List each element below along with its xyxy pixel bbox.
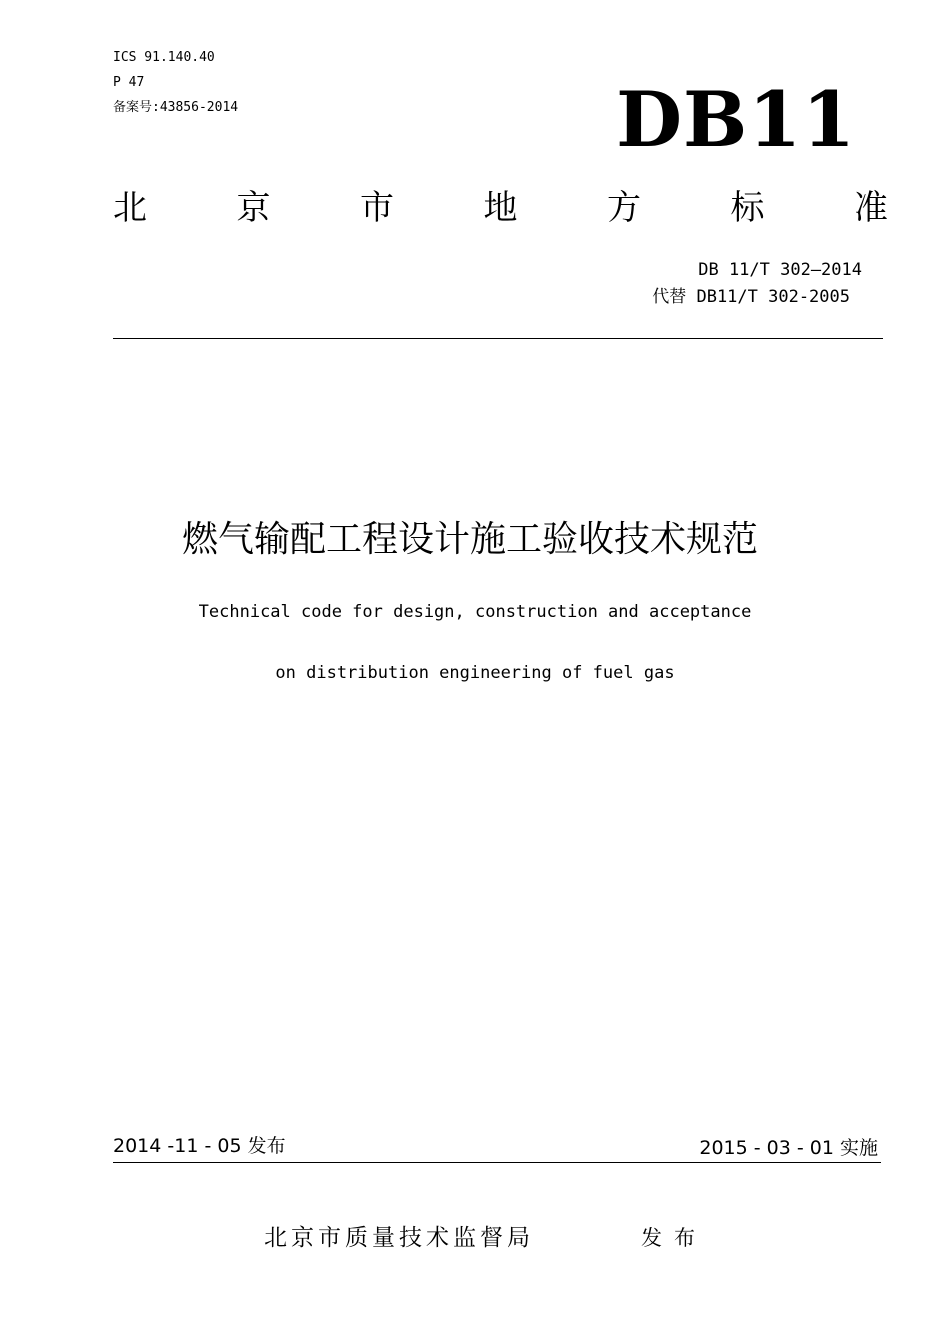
standard-logo: DB11 bbox=[616, 75, 856, 164]
replaces-code: 代替 DB11/T 302-2005 bbox=[652, 287, 850, 307]
record-number: 备案号:43856-2014 bbox=[113, 100, 239, 115]
top-divider bbox=[113, 338, 883, 339]
standard-type-char: 地 bbox=[483, 188, 518, 228]
title-chinese: 燃气输配工程设计施工验收技术规范 bbox=[181, 519, 758, 560]
title-english-line1: Technical code for design, construction and acceptance bbox=[198, 602, 752, 622]
ics-number: ICS 91.140.40 bbox=[113, 50, 215, 65]
standard-type-char: 市 bbox=[360, 188, 394, 228]
standard-type-char: 准 bbox=[854, 188, 888, 228]
standard-code: DB 11/T 302—2014 bbox=[698, 260, 862, 280]
publish-label: 发布 bbox=[641, 1226, 707, 1250]
standard-type-char: 方 bbox=[607, 188, 641, 228]
classification-code: P 47 bbox=[113, 75, 145, 90]
standard-type-char: 京 bbox=[236, 188, 271, 228]
bottom-divider bbox=[113, 1162, 881, 1163]
standard-type-char: 北 bbox=[113, 188, 147, 228]
implementation-date: 2015 - 03 - 01 实施 bbox=[699, 1137, 878, 1159]
issuing-authority: 北京市质量技术监督局 bbox=[264, 1225, 534, 1251]
title-english-line2: on distribution engineering of fuel gas bbox=[275, 663, 675, 683]
standard-type-char: 标 bbox=[730, 188, 765, 228]
issue-date: 2014 -11 - 05 发布 bbox=[113, 1135, 286, 1157]
standard-type-heading bbox=[113, 186, 888, 230]
